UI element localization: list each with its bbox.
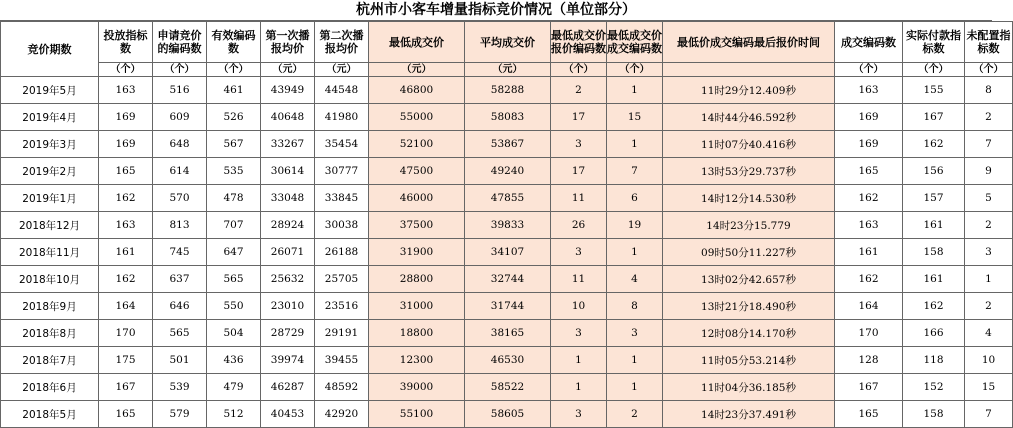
table-cell[interactable]: 646 [153,293,207,320]
table-cell[interactable]: 40453 [261,401,315,428]
table-cell[interactable]: 1 [607,374,663,401]
column-header[interactable]: 有效编码数 [207,22,261,63]
table-cell[interactable]: 565 [207,266,261,293]
table-cell[interactable]: 152 [903,374,965,401]
table-cell[interactable]: 164 [835,293,903,320]
column-unit[interactable]: （元） [369,63,465,77]
table-cell[interactable]: 162 [835,266,903,293]
table-cell[interactable]: 35454 [315,131,369,158]
auction-table [0,21,1013,428]
table-cell[interactable]: 58605 [465,401,551,428]
table-cell[interactable]: 161 [99,239,153,266]
table-cell[interactable]: 15 [965,374,1013,401]
period-cell[interactable]: 2019年4月 [1,104,99,131]
table-cell[interactable]: 53867 [465,131,551,158]
table-cell[interactable]: 162 [903,293,965,320]
table-row [1,158,1013,185]
table-cell[interactable]: 3 [551,401,607,428]
table-cell[interactable]: 17 [551,158,607,185]
table-row [1,212,1013,239]
table-cell[interactable]: 6 [607,185,663,212]
table-cell[interactable]: 162 [99,266,153,293]
table-cell[interactable]: 30614 [261,158,315,185]
table-header [1,22,1013,77]
table-title: 杭州市小客车增量指标竞价情况（单位部分） [0,0,992,21]
table-cell[interactable]: 26071 [261,239,315,266]
table-cell[interactable]: 539 [153,374,207,401]
table-cell[interactable]: 33845 [315,185,369,212]
table-cell[interactable]: 504 [207,320,261,347]
table-cell[interactable]: 158 [903,401,965,428]
table-cell[interactable]: 23516 [315,293,369,320]
table-cell[interactable]: 813 [153,212,207,239]
column-unit[interactable]: （元） [465,63,551,77]
table-cell[interactable]: 169 [99,104,153,131]
table-cell[interactable]: 55100 [369,401,465,428]
table-cell[interactable]: 17 [551,104,607,131]
period-cell[interactable]: 2018年12月 [1,212,99,239]
table-cell[interactable]: 39974 [261,347,315,374]
period-cell[interactable]: 2019年3月 [1,131,99,158]
table-cell[interactable]: 2 [965,212,1013,239]
table-cell[interactable]: 46800 [369,77,465,104]
table-cell[interactable]: 09时50分11.227秒 [663,239,835,266]
table-cell[interactable]: 38165 [465,320,551,347]
column-unit[interactable]: （个） [835,63,903,77]
table-cell[interactable]: 436 [207,347,261,374]
table-cell[interactable]: 478 [207,185,261,212]
table-cell[interactable]: 26 [551,212,607,239]
table-cell[interactable]: 40648 [261,104,315,131]
column-unit[interactable]: （个） [965,63,1013,77]
table-cell[interactable]: 18800 [369,320,465,347]
table-cell[interactable]: 14时23分15.779 [663,212,835,239]
table-cell[interactable]: 25632 [261,266,315,293]
table-cell[interactable]: 1 [551,374,607,401]
table-row [1,320,1013,347]
table-row [1,401,1013,428]
table-cell[interactable]: 165 [835,158,903,185]
table-row [1,131,1013,158]
table-cell[interactable]: 26188 [315,239,369,266]
table-cell[interactable]: 4 [965,320,1013,347]
table-cell[interactable]: 1 [607,131,663,158]
table-cell[interactable]: 46530 [465,347,551,374]
table-cell[interactable]: 14时23分37.491秒 [663,401,835,428]
table-cell[interactable]: 609 [153,104,207,131]
table-cell[interactable]: 165 [99,401,153,428]
table-cell[interactable]: 19 [607,212,663,239]
table-cell[interactable]: 29191 [315,320,369,347]
column-header[interactable]: 最低成交价成交编码数 [607,22,663,63]
column-header[interactable]: 投放指标数 [99,22,153,63]
table-cell[interactable]: 156 [903,158,965,185]
column-unit[interactable]: （元） [261,63,315,77]
table-cell[interactable]: 30777 [315,158,369,185]
table-cell[interactable]: 567 [207,131,261,158]
table-cell[interactable]: 648 [153,131,207,158]
table-cell[interactable]: 14时12分14.530秒 [663,185,835,212]
column-unit[interactable]: （个） [99,63,153,77]
table-cell[interactable]: 42920 [315,401,369,428]
table-cell[interactable]: 158 [903,239,965,266]
table-cell[interactable]: 58083 [465,104,551,131]
table-row [1,77,1013,104]
table-cell[interactable]: 516 [153,77,207,104]
table-cell[interactable]: 167 [835,374,903,401]
column-header[interactable]: 最低成交价 [369,22,465,63]
table-cell[interactable]: 501 [153,347,207,374]
table-cell[interactable]: 44548 [315,77,369,104]
table-row [1,266,1013,293]
table-cell[interactable]: 7 [965,131,1013,158]
table-cell[interactable]: 535 [207,158,261,185]
table-cell[interactable]: 15 [607,104,663,131]
table-cell[interactable]: 570 [153,185,207,212]
table-cell[interactable]: 9 [965,158,1013,185]
table-cell[interactable]: 550 [207,293,261,320]
column-header[interactable]: 申请竞价的编码数 [153,22,207,63]
table-row [1,347,1013,374]
table-cell[interactable]: 637 [153,266,207,293]
period-cell[interactable]: 2018年5月 [1,401,99,428]
table-cell[interactable]: 47500 [369,158,465,185]
table-cell[interactable]: 5 [965,185,1013,212]
table-cell[interactable]: 39000 [369,374,465,401]
table-cell[interactable]: 4 [607,266,663,293]
table-cell[interactable]: 33048 [261,185,315,212]
column-header[interactable]: 未配置指标数 [965,22,1013,63]
table-cell[interactable]: 14时44分46.592秒 [663,104,835,131]
table-cell[interactable]: 565 [153,320,207,347]
period-cell[interactable]: 2019年2月 [1,158,99,185]
table-cell[interactable]: 579 [153,401,207,428]
table-cell[interactable]: 169 [99,131,153,158]
table-cell[interactable]: 33267 [261,131,315,158]
table-row [1,104,1013,131]
table-cell[interactable]: 167 [903,104,965,131]
table-cell[interactable]: 167 [99,374,153,401]
table-cell[interactable]: 49240 [465,158,551,185]
table-cell[interactable]: 11时29分12.409秒 [663,77,835,104]
column-header[interactable]: 成交编码数 [835,22,903,63]
table-body [1,77,1013,428]
column-header[interactable]: 最低价成交编码最后报价时间 [663,22,835,63]
table-cell[interactable]: 25705 [315,266,369,293]
table-cell[interactable]: 647 [207,239,261,266]
table-cell[interactable]: 614 [153,158,207,185]
table-cell[interactable]: 13时02分42.657秒 [663,266,835,293]
table-cell[interactable]: 162 [903,131,965,158]
column-unit[interactable] [663,63,835,77]
table-cell[interactable]: 34107 [465,239,551,266]
table-cell[interactable]: 3 [551,239,607,266]
table-cell[interactable]: 13时21分18.490秒 [663,293,835,320]
table-cell[interactable]: 161 [835,239,903,266]
table-cell[interactable]: 165 [835,401,903,428]
table-cell[interactable]: 155 [903,77,965,104]
table-cell[interactable]: 169 [835,131,903,158]
period-cell[interactable]: 2018年11月 [1,239,99,266]
table-cell[interactable]: 10 [965,347,1013,374]
column-unit[interactable]: （个） [551,63,607,77]
table-cell[interactable]: 128 [835,347,903,374]
period-cell[interactable]: 2019年5月 [1,77,99,104]
table-cell[interactable]: 28800 [369,266,465,293]
table-cell[interactable]: 47855 [465,185,551,212]
table-cell[interactable]: 3 [551,131,607,158]
column-unit[interactable]: （元） [315,63,369,77]
table-cell[interactable]: 526 [207,104,261,131]
table-cell[interactable]: 118 [903,347,965,374]
table-row [1,185,1013,212]
table-cell[interactable]: 170 [835,320,903,347]
table-cell[interactable]: 479 [207,374,261,401]
period-cell[interactable]: 2018年9月 [1,293,99,320]
table-cell[interactable]: 3 [551,320,607,347]
table-cell[interactable]: 41980 [315,104,369,131]
table-cell[interactable]: 23010 [261,293,315,320]
table-cell[interactable]: 46287 [261,374,315,401]
table-cell[interactable]: 163 [835,212,903,239]
table-cell[interactable]: 12300 [369,347,465,374]
table-cell[interactable]: 162 [835,185,903,212]
table-cell[interactable]: 175 [99,347,153,374]
column-header-period[interactable]: 竞价期数 [1,22,99,77]
table-cell[interactable]: 7 [607,158,663,185]
table-cell[interactable]: 37500 [369,212,465,239]
table-cell[interactable]: 46000 [369,185,465,212]
table-cell[interactable]: 3 [607,320,663,347]
table-cell[interactable]: 12时08分14.170秒 [663,320,835,347]
table-cell[interactable]: 163 [99,212,153,239]
table-cell[interactable]: 163 [835,77,903,104]
column-header[interactable]: 第二次播报均价 [315,22,369,63]
column-header[interactable]: 第一次播报均价 [261,22,315,63]
column-header[interactable]: 实际付款指标数 [903,22,965,63]
table-row [1,374,1013,401]
table-cell[interactable]: 32744 [465,266,551,293]
column-header[interactable]: 最低成交价报价编码数 [551,22,607,63]
table-cell[interactable]: 39833 [465,212,551,239]
column-unit[interactable]: （个） [207,63,261,77]
table-row [1,239,1013,266]
table-cell[interactable]: 166 [903,320,965,347]
period-cell[interactable]: 2019年1月 [1,185,99,212]
table-cell[interactable]: 11 [551,185,607,212]
table-cell[interactable]: 8 [607,293,663,320]
table-cell[interactable]: 31000 [369,293,465,320]
table-cell[interactable]: 707 [207,212,261,239]
table-cell[interactable]: 164 [99,293,153,320]
table-cell[interactable]: 43949 [261,77,315,104]
table-cell[interactable]: 161 [903,266,965,293]
column-header[interactable]: 平均成交价 [465,22,551,63]
table-cell[interactable]: 157 [903,185,965,212]
table-cell[interactable]: 11时05分53.214秒 [663,347,835,374]
table-cell[interactable]: 1 [607,347,663,374]
table-cell[interactable]: 31744 [465,293,551,320]
period-cell[interactable]: 2018年10月 [1,266,99,293]
table-cell[interactable]: 10 [551,293,607,320]
table-cell[interactable]: 30038 [315,212,369,239]
table-cell[interactable]: 2 [965,293,1013,320]
table-cell[interactable]: 58522 [465,374,551,401]
table-cell[interactable]: 11时07分40.416秒 [663,131,835,158]
table-cell[interactable]: 162 [99,185,153,212]
table-cell[interactable]: 1 [551,347,607,374]
table-cell[interactable]: 11 [551,266,607,293]
table-cell[interactable]: 163 [99,77,153,104]
table-cell[interactable]: 2 [607,401,663,428]
column-unit[interactable]: （个） [903,63,965,77]
table-cell[interactable]: 1 [607,239,663,266]
table-cell[interactable]: 28924 [261,212,315,239]
column-unit[interactable]: （个） [607,63,663,77]
table-cell[interactable]: 1 [607,77,663,104]
table-cell[interactable]: 1 [965,266,1013,293]
table-cell[interactable]: 55000 [369,104,465,131]
column-unit[interactable]: （个） [153,63,207,77]
table-cell[interactable]: 165 [99,158,153,185]
table-cell[interactable]: 28729 [261,320,315,347]
table-cell[interactable]: 7 [965,401,1013,428]
table-cell[interactable]: 170 [99,320,153,347]
table-cell[interactable]: 52100 [369,131,465,158]
table-cell[interactable]: 745 [153,239,207,266]
period-cell[interactable]: 2018年6月 [1,374,99,401]
period-cell[interactable]: 2018年7月 [1,347,99,374]
table-cell[interactable]: 11时04分36.185秒 [663,374,835,401]
table-cell[interactable]: 31900 [369,239,465,266]
table-cell[interactable]: 48592 [315,374,369,401]
table-cell[interactable]: 169 [835,104,903,131]
period-cell[interactable]: 2018年8月 [1,320,99,347]
table-cell[interactable]: 461 [207,77,261,104]
table-cell[interactable]: 2 [965,104,1013,131]
table-row [1,293,1013,320]
table-cell[interactable]: 8 [965,77,1013,104]
table-cell[interactable]: 161 [903,212,965,239]
table-cell[interactable]: 58288 [465,77,551,104]
table-cell[interactable]: 512 [207,401,261,428]
table-cell[interactable]: 39455 [315,347,369,374]
table-cell[interactable]: 3 [965,239,1013,266]
table-cell[interactable]: 2 [551,77,607,104]
table-cell[interactable]: 13时53分29.737秒 [663,158,835,185]
